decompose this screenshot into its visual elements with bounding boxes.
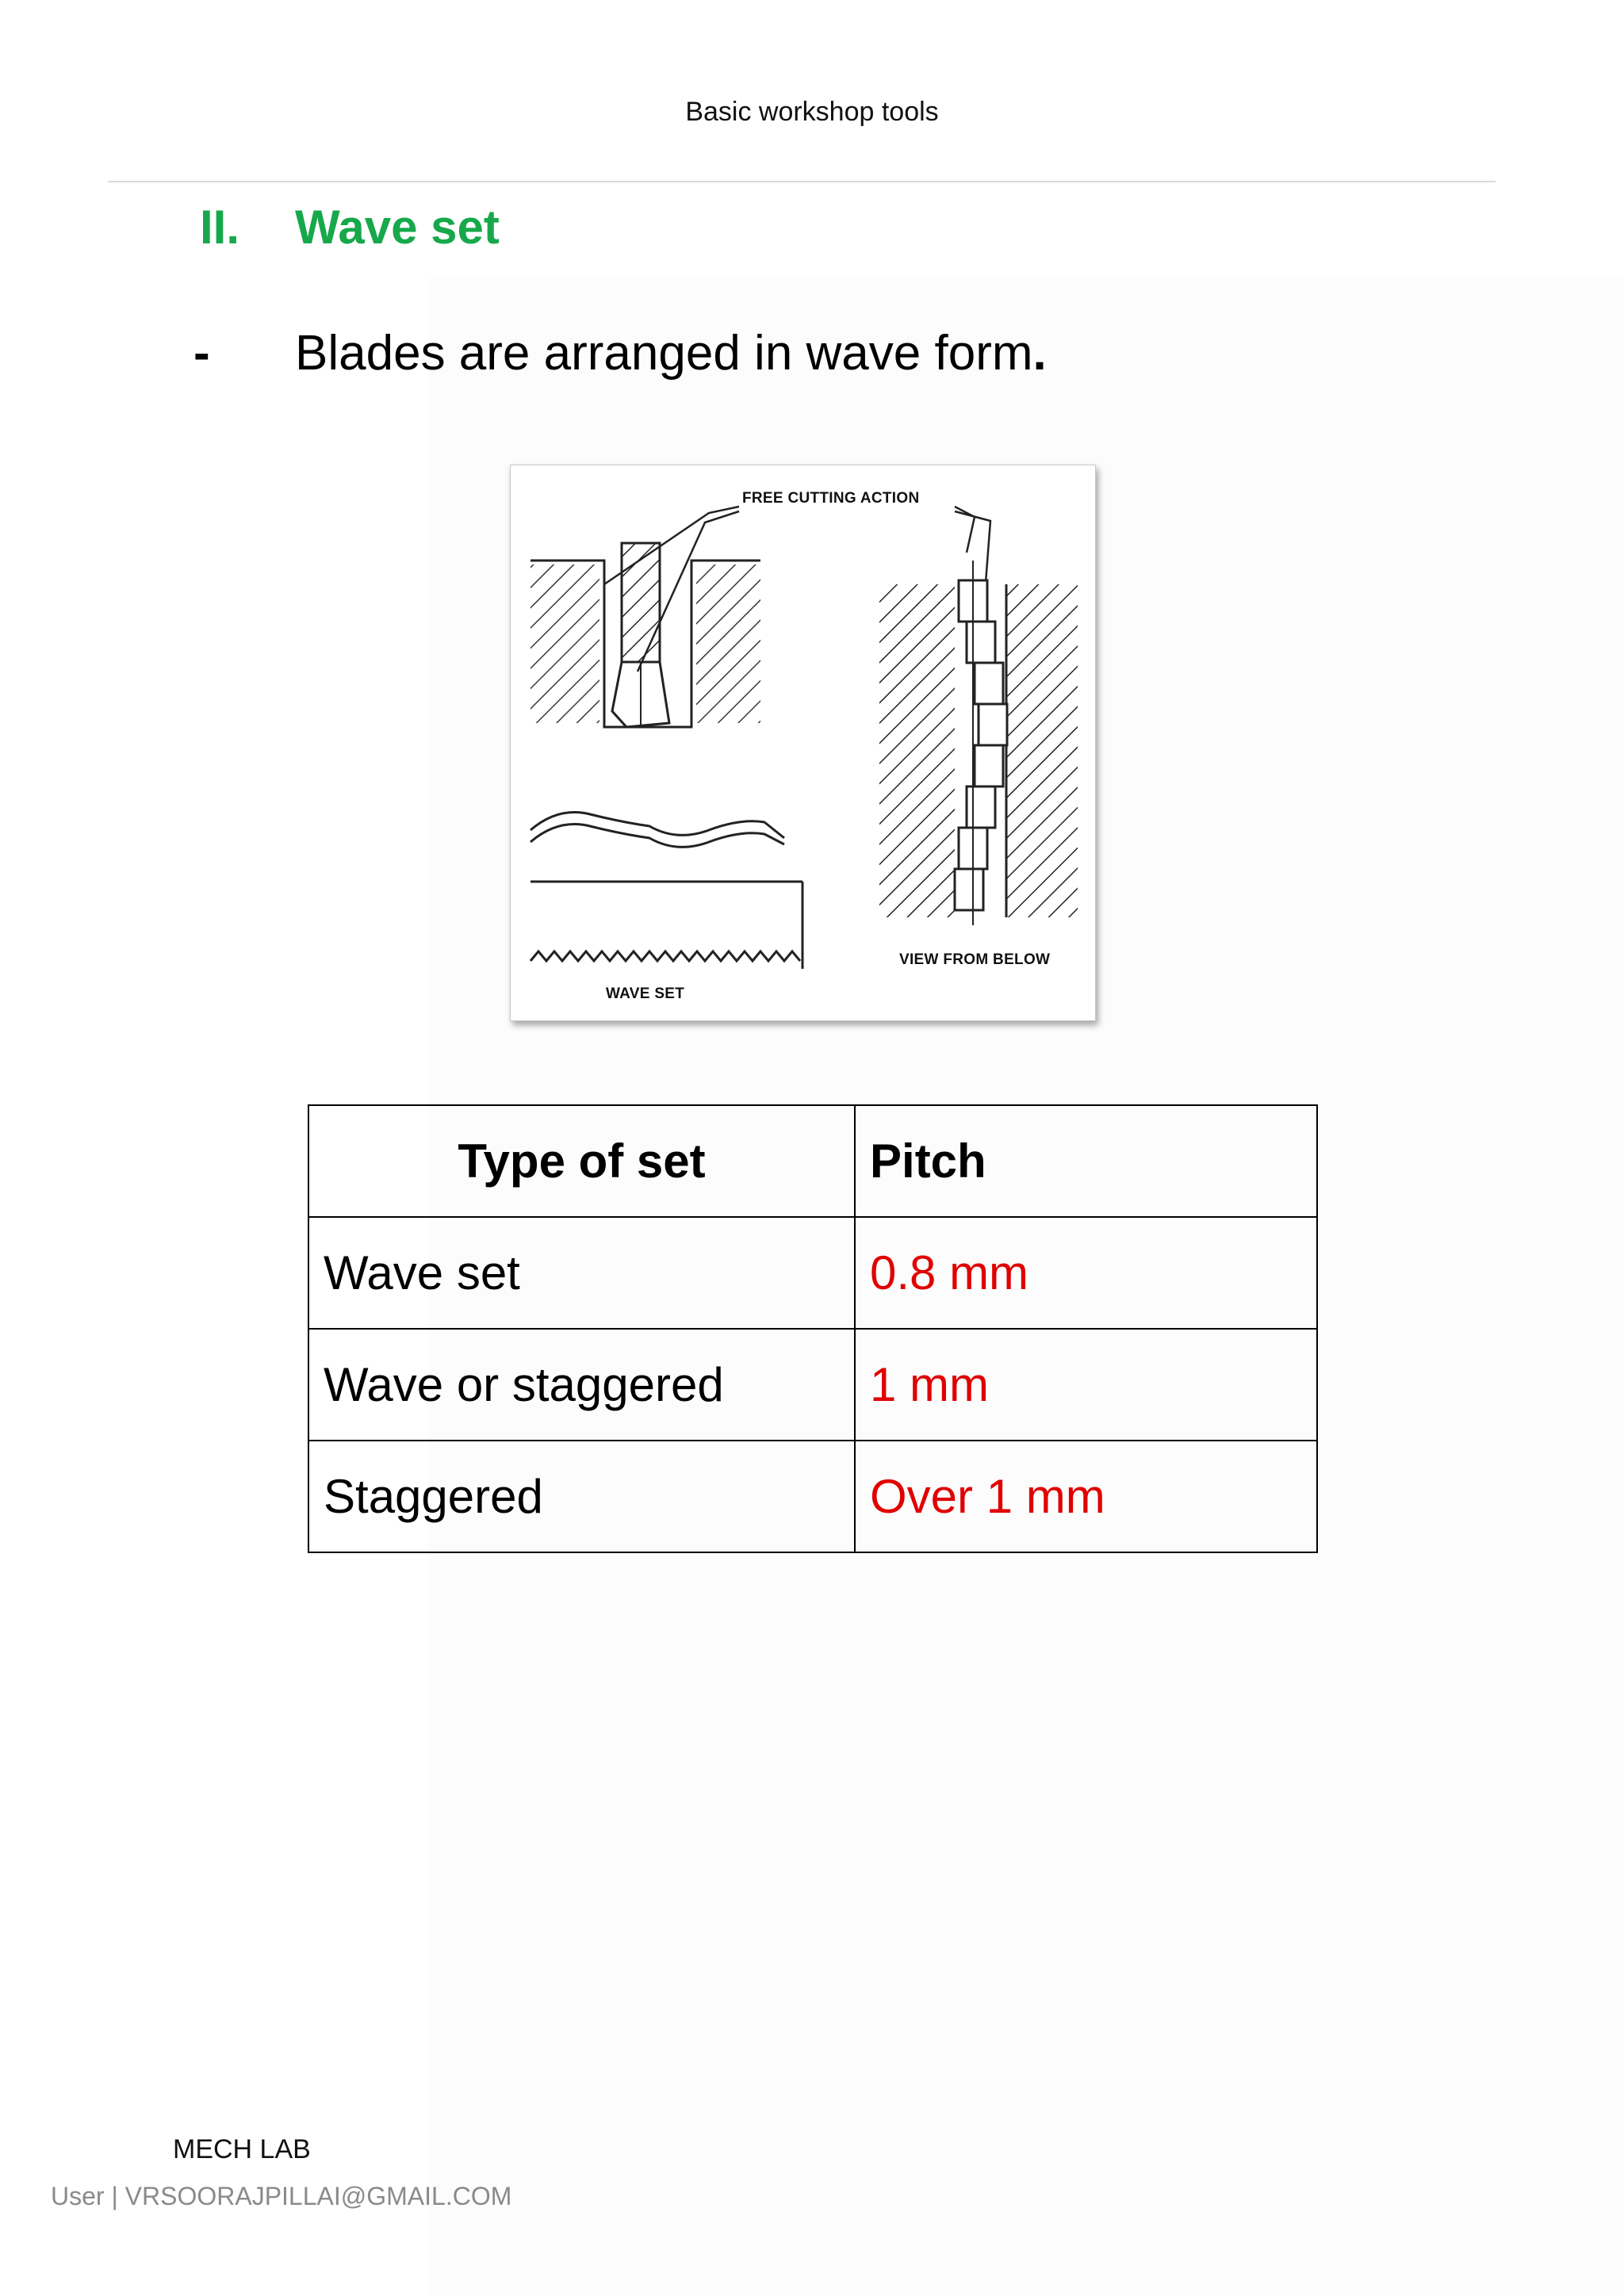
cell-type: Wave set [308, 1217, 855, 1329]
column-header-pitch: Pitch [855, 1105, 1317, 1217]
running-header: Basic workshop tools [685, 97, 939, 127]
label-view-from-below: VIEW FROM BELOW [899, 951, 1051, 968]
column-header-type: Type of set [308, 1105, 855, 1217]
cell-pitch: 0.8 mm [855, 1217, 1317, 1329]
table-row [308, 1329, 1317, 1441]
bullet-period: . [1032, 326, 1047, 381]
label-free-cutting-action: FREE CUTTING ACTION [742, 490, 920, 507]
section-heading [200, 200, 500, 254]
table-header-row [308, 1105, 1317, 1217]
bullet-text [295, 326, 1047, 381]
table-row [308, 1217, 1317, 1329]
header-divider [108, 181, 1496, 182]
kerf-cross-section [530, 543, 760, 727]
wave-profile [530, 813, 784, 848]
bullet-marker: - [193, 326, 210, 381]
cell-type: Wave or staggered [308, 1329, 855, 1441]
view-from-below [879, 561, 1078, 925]
section-number: II. [200, 201, 240, 254]
cell-pitch: Over 1 mm [855, 1441, 1317, 1552]
bullet-text-body: Blades are arranged in wave form [295, 326, 1033, 381]
wave-set-figure [510, 465, 1096, 1021]
footer-user-email: User | VRSOORAJPILLAI@GMAIL.COM [51, 2182, 512, 2210]
blade-side-view [530, 882, 802, 969]
table-row [308, 1441, 1317, 1552]
wave-set-diagram [511, 465, 1095, 1020]
section-title: Wave set [295, 201, 500, 254]
footer-lab-name: MECH LAB [173, 2134, 311, 2164]
cell-type: Staggered [308, 1441, 855, 1552]
label-wave-set: WAVE SET [606, 985, 685, 1002]
bullet-item [193, 325, 1047, 381]
pitch-table [308, 1104, 1318, 1553]
cell-pitch: 1 mm [855, 1329, 1317, 1441]
